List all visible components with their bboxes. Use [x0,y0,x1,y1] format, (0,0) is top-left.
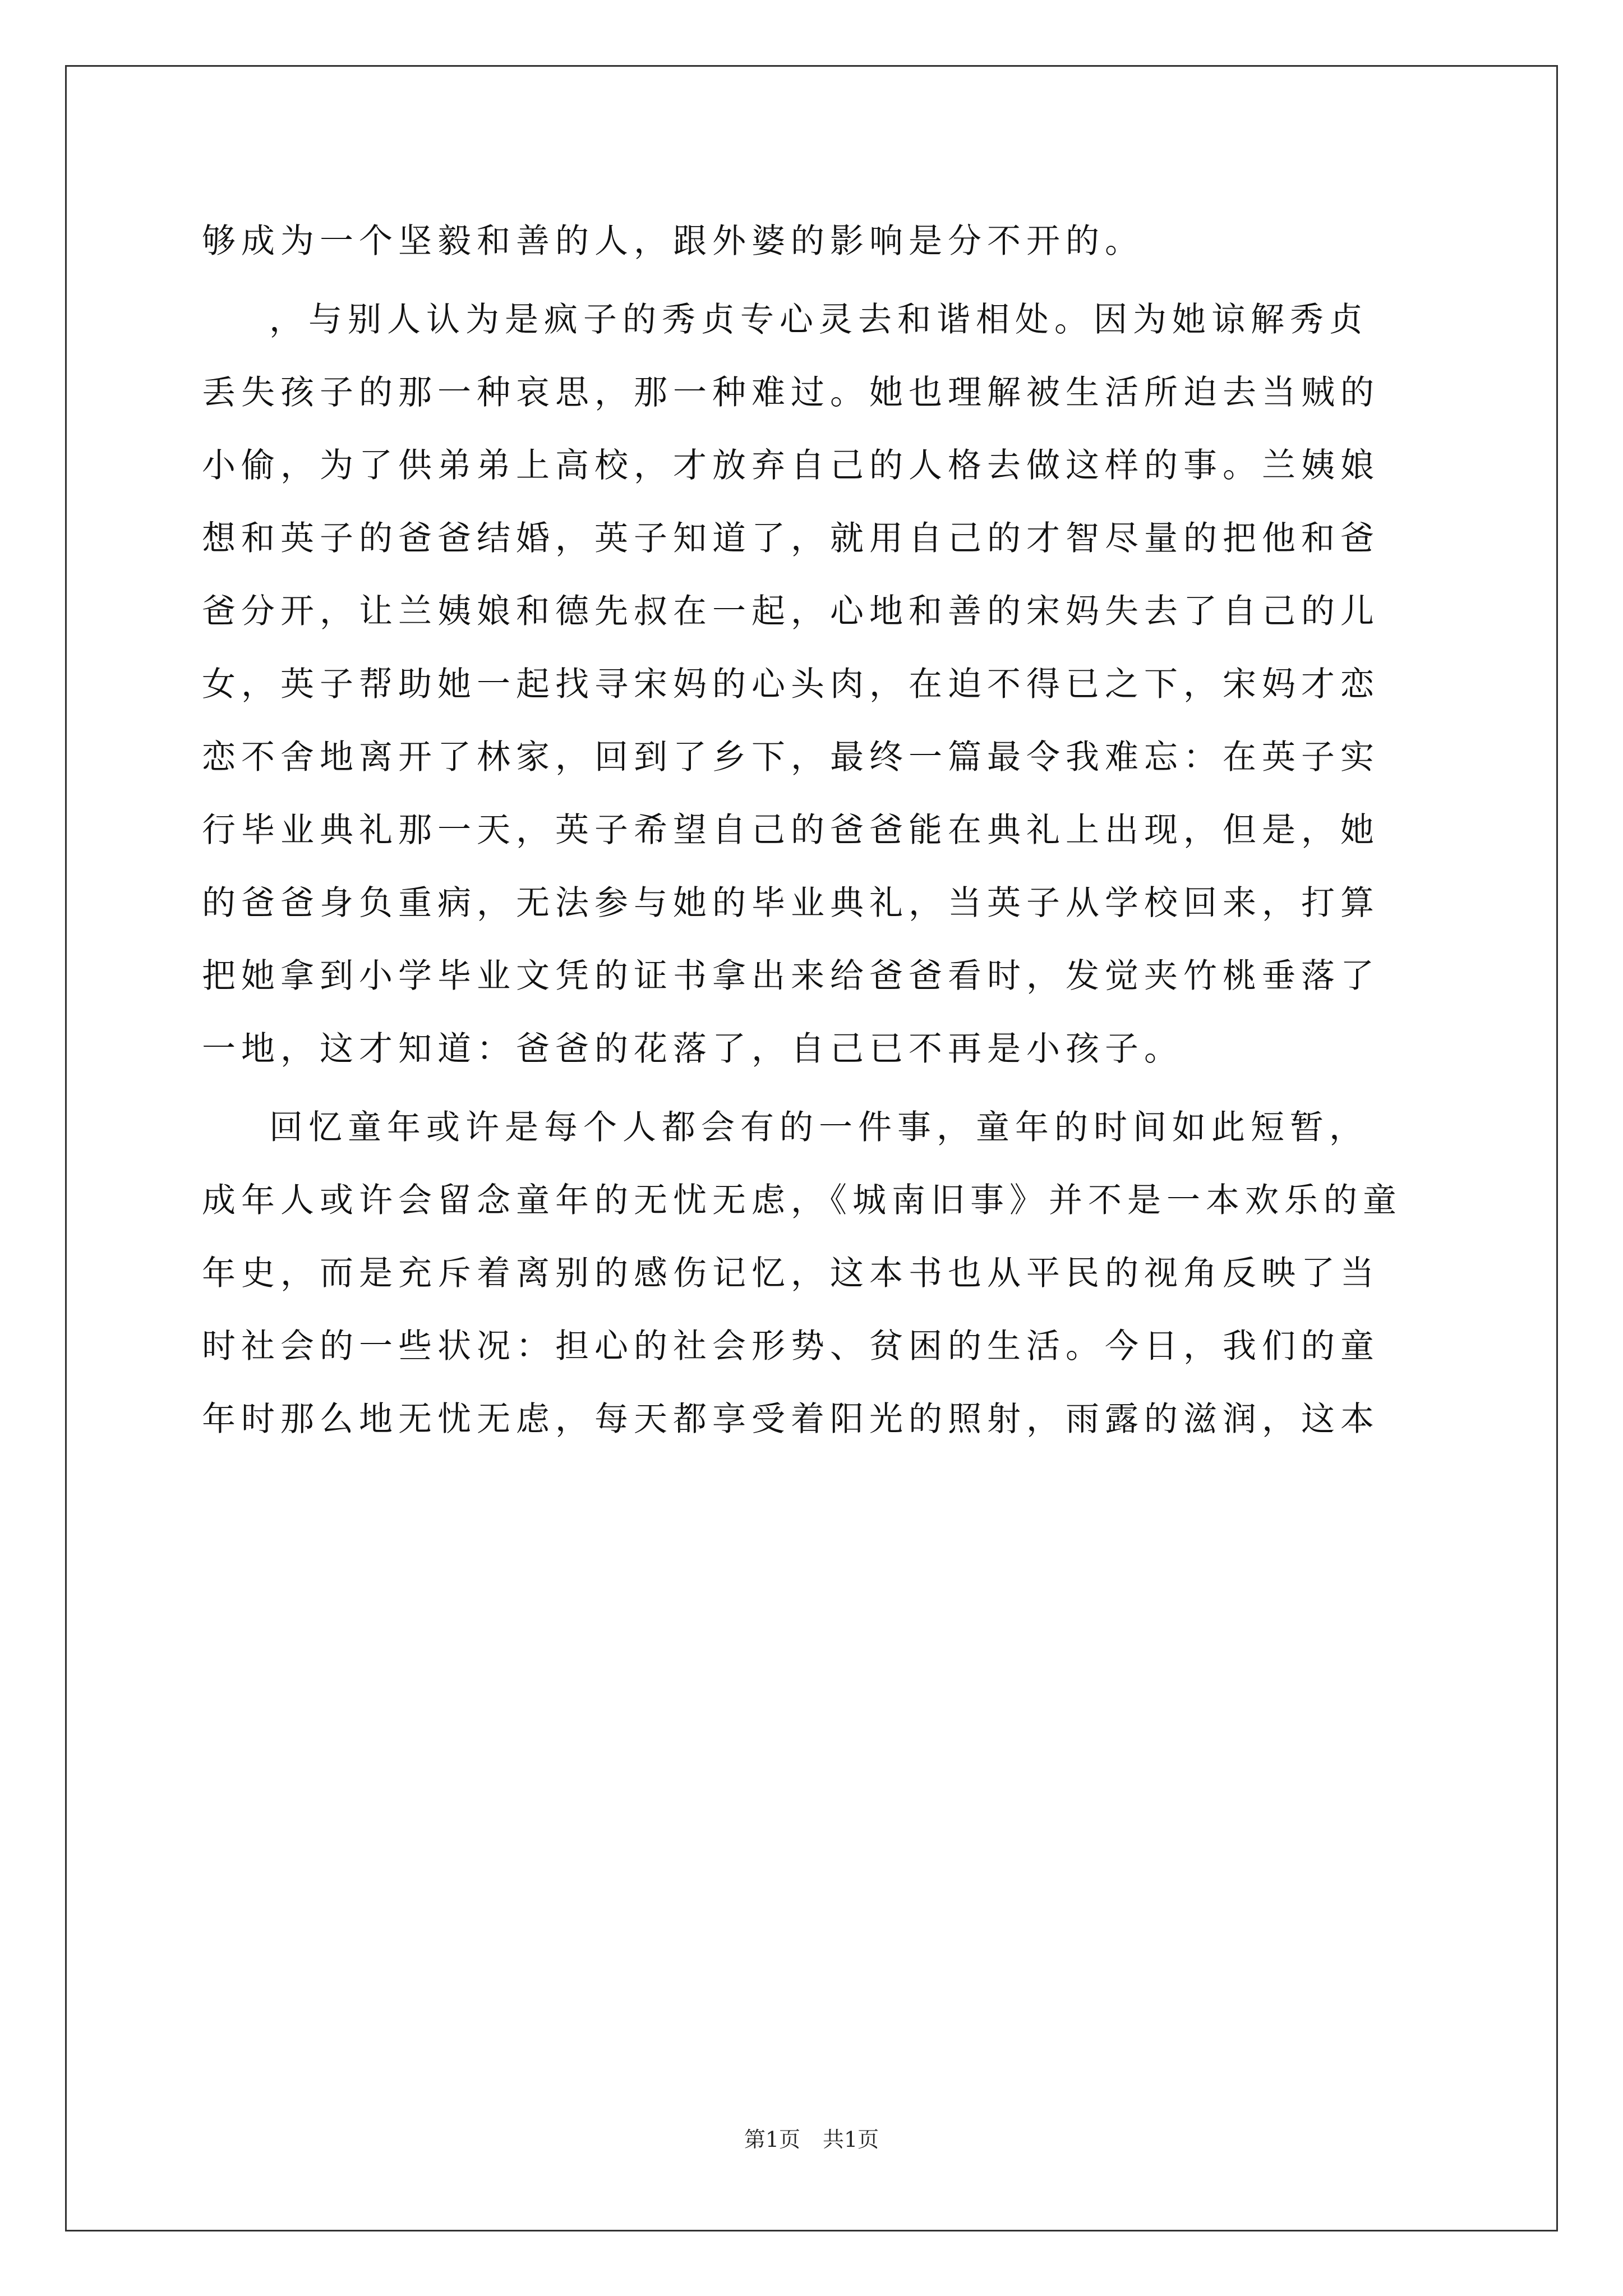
text-line-14: 成年人或许会留念童年的无忧无虑，《城南旧事》并不是一本欢乐的童 [202,1181,1402,1220]
text-line-3: 丢失孩子的那一种哀思，那一种难过。她也理解被生活所迫去当贼的 [202,373,1380,412]
text-line-9: 行毕业典礼那一天，英子希望自己的爸爸能在典礼上出现，但是，她 [202,811,1380,850]
text-line-10: 的爸爸身负重病，无法参与她的毕业典礼，当英子从学校回来，打算 [202,884,1380,923]
text-line-13: 回忆童年或许是每个人都会有的一件事，童年的时间如此短暂， [269,1108,1368,1147]
text-line-15: 年史，而是充斥着离别的感伤记忆，这本书也从平民的视角反映了当 [202,1254,1380,1293]
text-line-4: 小偷，为了供弟弟上高校，才放弃自己的人格去做这样的事。兰姨娘 [202,446,1380,485]
page-footer [0,2127,1623,2152]
page-number-current: 第1页 [744,2127,800,2152]
text-line-16: 时社会的一些状况：担心的社会形势、贫困的生活。今日，我们的童 [202,1327,1380,1366]
text-line-12: 一地，这才知道：爸爸的花落了，自己已不再是小孩子。 [202,1029,1183,1069]
text-line-7: 女，英子帮助她一起找寻宋妈的心头肉，在迫不得已之下，宋妈才恋 [202,665,1380,704]
text-line-11: 把她拿到小学毕业文凭的证书拿出来给爸爸看时，发觉夹竹桃垂落了 [202,956,1380,996]
text-line-6: 爸分开，让兰姨娘和德先叔在一起，心地和善的宋妈失去了自己的儿 [202,592,1380,631]
text-line-8: 恋不舍地离开了林家，回到了乡下，最终一篇最令我难忘：在英子实 [202,738,1380,777]
text-line-17: 年时那么地无忧无虑，每天都享受着阳光的照射，雨露的滋润，这本 [202,1400,1380,1439]
text-line-2: ，与别人认为是疯子的秀贞专心灵去和谐相处。因为她谅解秀贞 [269,300,1368,339]
page-number-total: 共1页 [823,2127,879,2152]
text-line-1: 够成为一个坚毅和善的人，跟外婆的影响是分不开的。 [202,222,1144,261]
text-line-5: 想和英子的爸爸结婚，英子知道了，就用自己的才智尽量的把他和爸 [202,519,1380,558]
